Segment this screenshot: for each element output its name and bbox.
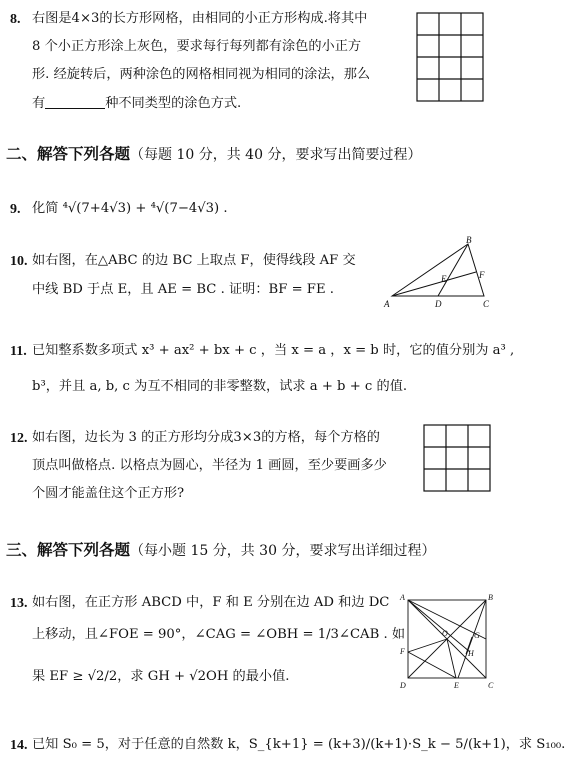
- point-label: C: [488, 681, 494, 690]
- problem-text-line: 如右图，在正方形 ABCD 中，F 和 E 分别在边 AD 和边 DC: [32, 595, 390, 610]
- problem-text-line: 形. 经旋转后，两种涂色的网格相同视为相同的涂法，那么: [32, 67, 371, 82]
- problem-text-line: b³，并且 a, b, c 为互不相同的非零整数，试求 a + b + c 的值.: [32, 379, 408, 394]
- section-heading-2: 二、解答下列各题（每题 10 分，共 40 分，要求写出简要过程）: [6, 145, 422, 163]
- problem-text-line: 化简 ⁴√(7+4√3) + ⁴√(7−4√3) .: [32, 201, 228, 216]
- problem-number: 10.: [10, 254, 28, 269]
- point-label: H: [468, 649, 474, 658]
- problem-text-line: 已知 S₀ = 5，对于任意的自然数 k，S_{k+1} = (k+3)/(k+1)·S_k − 5/(k+1)，求 S₁₀₀.: [32, 737, 565, 752]
- problem-text-line: 8 个小正方形涂上灰色，要求每行每列都有涂色的小正方: [32, 39, 362, 54]
- problem-text-line: 已知整系数多项式 x³ + ax² + bx + c ，当 x = a ，x = b 时，它的值分别为 a³ ,: [32, 343, 515, 358]
- grid-3x3-figure: [423, 424, 491, 492]
- problem-text-line: 右图是4×3的长方形网格，由相同的小正方形构成.将其中: [32, 11, 368, 26]
- point-label: B: [466, 235, 472, 245]
- section-heading-3: 三、解答下列各题（每小题 15 分，共 30 分，要求写出详细过程）: [6, 541, 436, 559]
- point-label: E: [441, 274, 447, 284]
- point-label: B: [488, 593, 493, 602]
- problem-number: 9.: [10, 202, 21, 217]
- point-label: D: [435, 299, 442, 309]
- problem-number: 13.: [10, 596, 28, 611]
- point-label: G: [474, 631, 480, 640]
- point-label: O: [442, 629, 448, 638]
- point-label: A: [400, 593, 405, 602]
- square-abcd-figure: [398, 592, 498, 694]
- problem-number: 11.: [10, 344, 27, 359]
- answer-blank: [45, 96, 105, 109]
- point-label: C: [483, 299, 490, 309]
- problem-text-line: 顶点叫做格点. 以格点为圆心，半径为 1 画圆，至少要画多少: [32, 458, 387, 473]
- problem-text-line: 如右图，边长为 3 的正方形均分成3×3的方格，每个方格的: [32, 430, 380, 445]
- problem-text-line: 个圆才能盖住这个正方形?: [32, 486, 185, 501]
- point-label: E: [454, 681, 459, 690]
- problem-text-line: 果 EF ≥ √2/2，求 GH + √2OH 的最小值.: [32, 669, 290, 684]
- point-label: F: [479, 270, 485, 280]
- problem-number: 12.: [10, 431, 28, 446]
- problem-text-line: 中线 BD 于点 E，且 AE = BC . 证明：BF = FE .: [32, 282, 334, 297]
- point-label: A: [384, 299, 390, 309]
- problem-number: 14.: [10, 738, 28, 753]
- problem-text-line: 上移动，且∠FOE = 90°，∠CAG = ∠OBH = 1/3∠CAB . 如: [32, 627, 406, 642]
- point-label: D: [400, 681, 406, 690]
- problem-number: 8.: [10, 12, 21, 27]
- grid-4x3-figure: [416, 12, 484, 102]
- problem-text-line: 如右图，在△ABC 的边 BC 上取点 F，使得线段 AF 交: [32, 253, 356, 268]
- problem-text-line: 有 种不同类型的涂色方式.: [32, 96, 242, 111]
- point-label: F: [400, 647, 405, 656]
- triangle-abc-figure: [380, 234, 492, 312]
